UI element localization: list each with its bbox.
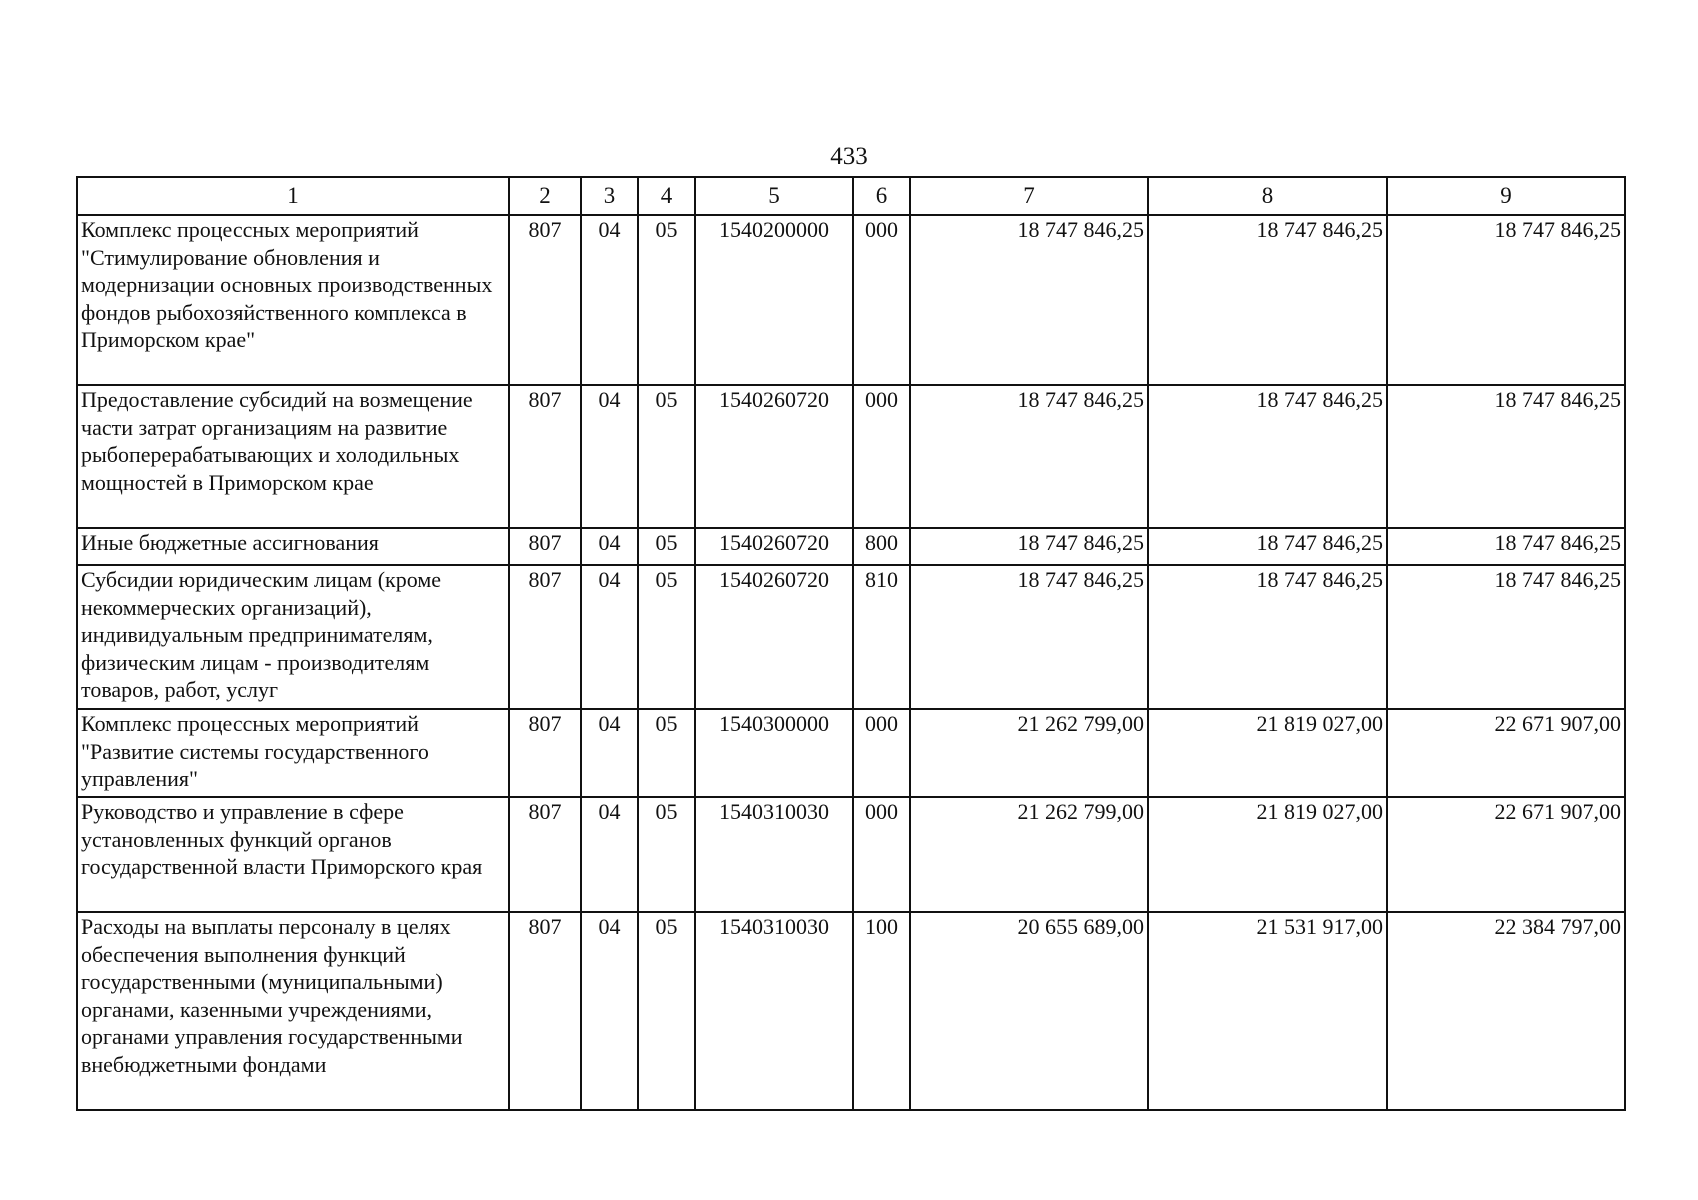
code-cell: 05 bbox=[638, 912, 695, 1110]
row-description: Расходы на выплаты персоналу в целях обеспечения выполнения функций государственными (муниципальными) органами, казенными учреждениями, органами управления государственными внебюджетными фондами bbox=[77, 912, 509, 1110]
code-cell: 04 bbox=[581, 565, 638, 709]
code-cell: 05 bbox=[638, 385, 695, 528]
table-row bbox=[77, 709, 1625, 797]
amount-cell: 21 531 917,00 bbox=[1148, 912, 1387, 1110]
table-row bbox=[77, 528, 1625, 565]
budget-table bbox=[76, 176, 1626, 1111]
code-cell: 04 bbox=[581, 912, 638, 1110]
column-header-8: 8 bbox=[1148, 177, 1387, 215]
code-cell: 05 bbox=[638, 709, 695, 797]
table-row bbox=[77, 797, 1625, 912]
amount-cell: 18 747 846,25 bbox=[1148, 385, 1387, 528]
column-header-9: 9 bbox=[1387, 177, 1625, 215]
code-cell: 810 bbox=[853, 565, 910, 709]
code-cell: 05 bbox=[638, 797, 695, 912]
table-row bbox=[77, 385, 1625, 528]
amount-cell: 18 747 846,25 bbox=[1148, 565, 1387, 709]
column-header-4: 4 bbox=[638, 177, 695, 215]
code-cell: 04 bbox=[581, 797, 638, 912]
page-number: 433 bbox=[830, 143, 868, 170]
amount-cell: 18 747 846,25 bbox=[910, 565, 1148, 709]
amount-cell: 20 655 689,00 bbox=[910, 912, 1148, 1110]
code-cell: 800 bbox=[853, 528, 910, 565]
column-header-1: 1 bbox=[77, 177, 509, 215]
code-cell: 1540200000 bbox=[695, 215, 853, 385]
amount-cell: 21 262 799,00 bbox=[910, 709, 1148, 797]
amount-cell: 21 819 027,00 bbox=[1148, 709, 1387, 797]
code-cell: 05 bbox=[638, 565, 695, 709]
code-cell: 807 bbox=[509, 385, 581, 528]
row-description: Руководство и управление в сфере установленных функций органов государственной власти Приморского края bbox=[77, 797, 509, 912]
code-cell: 1540260720 bbox=[695, 565, 853, 709]
code-cell: 1540260720 bbox=[695, 528, 853, 565]
code-cell: 000 bbox=[853, 215, 910, 385]
code-cell: 807 bbox=[509, 912, 581, 1110]
amount-cell: 18 747 846,25 bbox=[1148, 528, 1387, 565]
code-cell: 000 bbox=[853, 709, 910, 797]
row-description: Субсидии юридическим лицам (кроме некоммерческих организаций), индивидуальным предпринимателям, физическим лицам - производителям товаров, работ, услуг bbox=[77, 565, 509, 709]
column-header-2: 2 bbox=[509, 177, 581, 215]
code-cell: 05 bbox=[638, 528, 695, 565]
code-cell: 1540260720 bbox=[695, 385, 853, 528]
code-cell: 04 bbox=[581, 385, 638, 528]
code-cell: 807 bbox=[509, 215, 581, 385]
column-header-3: 3 bbox=[581, 177, 638, 215]
row-description: Комплекс процессных мероприятий "Развитие системы государственного управления" bbox=[77, 709, 509, 797]
code-cell: 807 bbox=[509, 797, 581, 912]
code-cell: 000 bbox=[853, 385, 910, 528]
amount-cell: 18 747 846,25 bbox=[1387, 385, 1625, 528]
column-header-5: 5 bbox=[695, 177, 853, 215]
code-cell: 05 bbox=[638, 215, 695, 385]
code-cell: 1540310030 bbox=[695, 797, 853, 912]
table-row bbox=[77, 565, 1625, 709]
amount-cell: 18 747 846,25 bbox=[1387, 528, 1625, 565]
column-header-7: 7 bbox=[910, 177, 1148, 215]
code-cell: 1540300000 bbox=[695, 709, 853, 797]
column-header-6: 6 bbox=[853, 177, 910, 215]
code-cell: 807 bbox=[509, 528, 581, 565]
amount-cell: 18 747 846,25 bbox=[910, 215, 1148, 385]
amount-cell: 22 671 907,00 bbox=[1387, 797, 1625, 912]
code-cell: 807 bbox=[509, 565, 581, 709]
code-cell: 807 bbox=[509, 709, 581, 797]
amount-cell: 18 747 846,25 bbox=[910, 528, 1148, 565]
code-cell: 04 bbox=[581, 709, 638, 797]
code-cell: 04 bbox=[581, 215, 638, 385]
amount-cell: 22 384 797,00 bbox=[1387, 912, 1625, 1110]
table-row bbox=[77, 215, 1625, 385]
amount-cell: 22 671 907,00 bbox=[1387, 709, 1625, 797]
amount-cell: 18 747 846,25 bbox=[1387, 215, 1625, 385]
amount-cell: 21 819 027,00 bbox=[1148, 797, 1387, 912]
column-number-row bbox=[77, 177, 1625, 215]
code-cell: 000 bbox=[853, 797, 910, 912]
row-description: Иные бюджетные ассигнования bbox=[77, 528, 509, 565]
amount-cell: 18 747 846,25 bbox=[910, 385, 1148, 528]
code-cell: 04 bbox=[581, 528, 638, 565]
row-description: Комплекс процессных мероприятий "Стимулирование обновления и модернизации основных производственных фондов рыбохозяйственного комплекса в Приморском крае" bbox=[77, 215, 509, 385]
amount-cell: 21 262 799,00 bbox=[910, 797, 1148, 912]
code-cell: 100 bbox=[853, 912, 910, 1110]
code-cell: 1540310030 bbox=[695, 912, 853, 1110]
amount-cell: 18 747 846,25 bbox=[1387, 565, 1625, 709]
amount-cell: 18 747 846,25 bbox=[1148, 215, 1387, 385]
row-description: Предоставление субсидий на возмещение части затрат организациям на развитие рыбоперерабатывающих и холодильных мощностей в Приморском крае bbox=[77, 385, 509, 528]
table-row bbox=[77, 912, 1625, 1110]
